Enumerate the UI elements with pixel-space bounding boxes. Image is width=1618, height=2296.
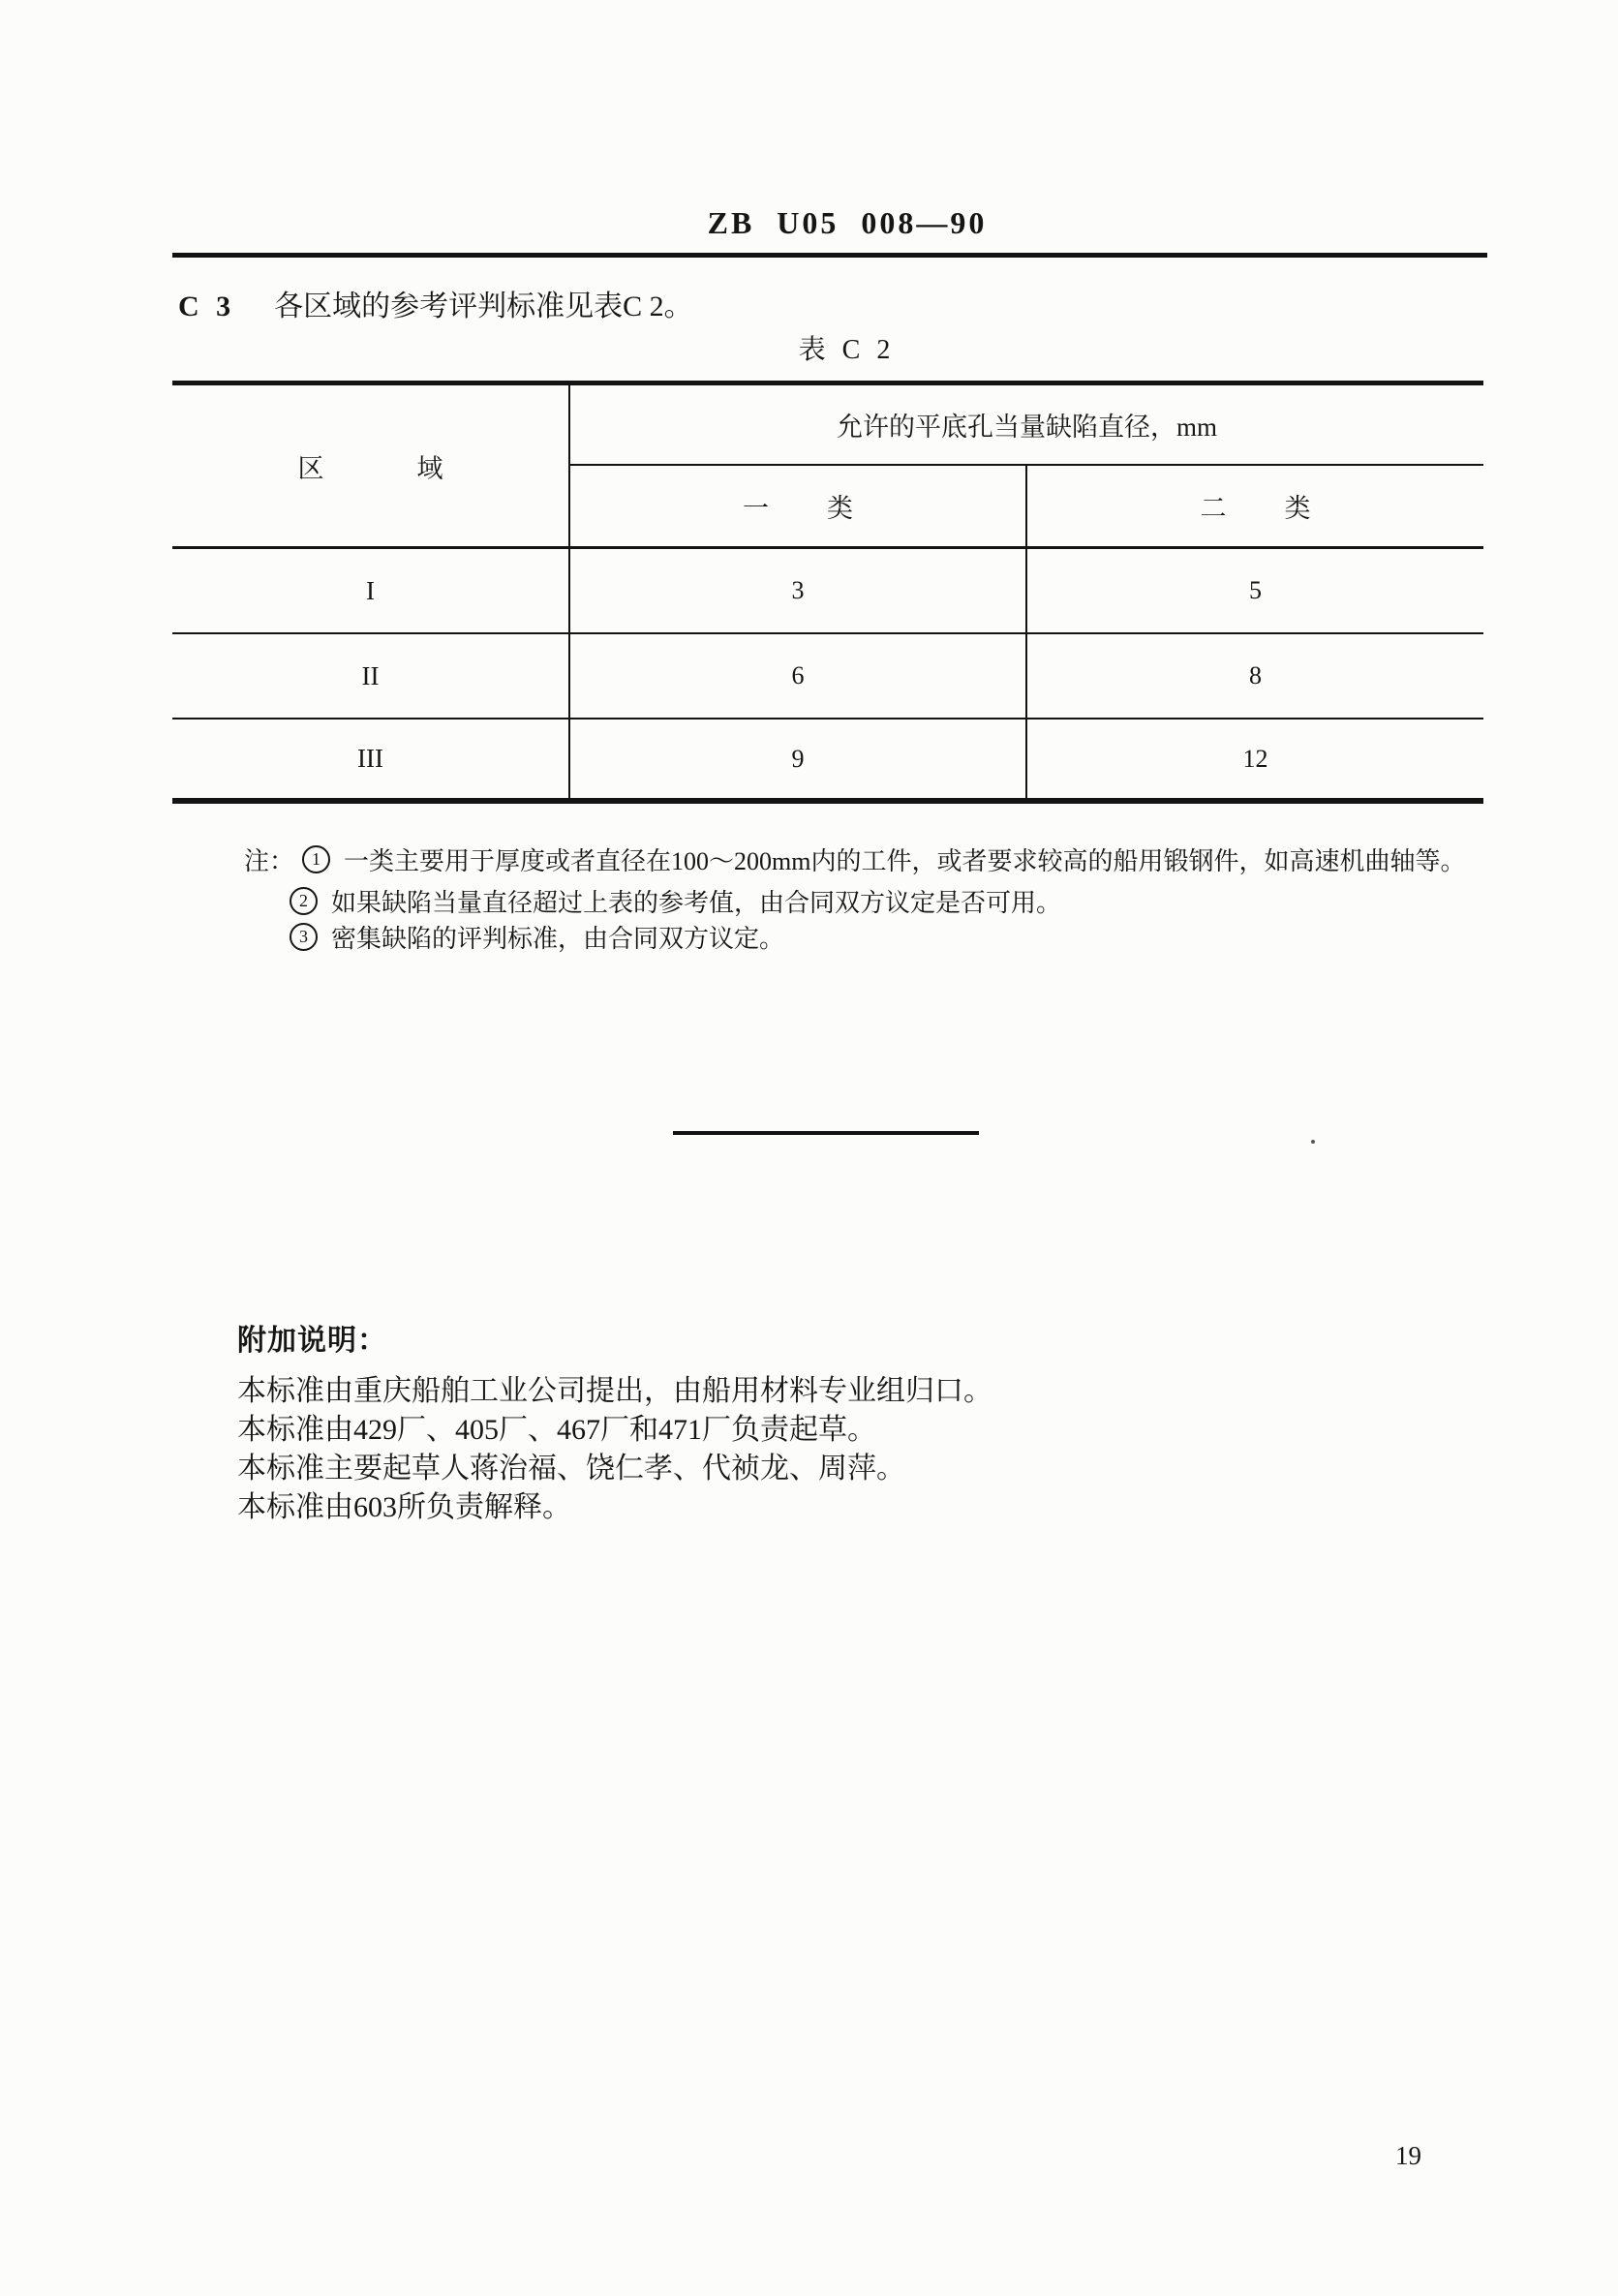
note-text: 如果缺陷当量直径超过上表的参考值，由合同双方议定是否可用。	[331, 889, 1062, 917]
table-cell-region: II	[361, 660, 380, 690]
table-cell-value: 6	[791, 661, 805, 689]
clause-label: C 3	[178, 291, 236, 322]
table-note-2	[290, 883, 1061, 919]
scan-speck	[1311, 1140, 1315, 1144]
note-text: 一类主要用于厚度或者直径在100～200mm内的工件，或者要求较高的船用锻钢件，如高速机曲轴等。	[344, 847, 1466, 875]
clause-text: 各区域的参考评判标准见表C 2。	[274, 291, 693, 322]
table-header-diameter: 允许的平底孔当量缺陷直径，mm	[836, 413, 1217, 442]
note-label: 注：	[244, 847, 295, 875]
header-rule	[172, 253, 1487, 258]
table-header-class1: 一类	[743, 494, 911, 523]
clause-c3	[178, 292, 693, 321]
appendix-line: 本标准由429厂、405厂、467厂和471厂负责起草。	[237, 1414, 876, 1446]
circled-number-2: 2	[290, 887, 318, 915]
appendix-line: 本标准由重庆船舶工业公司提出，由船用材料专业组归口。	[237, 1375, 992, 1407]
table-header-region: 区域	[297, 453, 536, 483]
table-cell-region: I	[366, 575, 375, 605]
appendix-heading: 附加说明：	[237, 1325, 387, 1357]
note-text: 密集缺陷的评判标准，由合同双方议定。	[331, 925, 785, 953]
page-number: 19	[1395, 2141, 1421, 2170]
table-cell-value: 3	[791, 576, 805, 604]
table-c2	[172, 381, 1483, 804]
table-note-1	[244, 842, 1465, 877]
table-title: 表 C 2	[798, 335, 891, 365]
table-bottom-border	[172, 798, 1483, 804]
table-header-class2: 二类	[1200, 494, 1369, 523]
standard-code: ZB U05 008—90	[707, 205, 988, 240]
appendix-line: 本标准主要起草人蒋治福、饶仁孝、代祯龙、周萍。	[237, 1453, 905, 1485]
table-cell-value: 12	[1242, 744, 1268, 773]
table-note-3	[290, 919, 784, 955]
table-cell-value: 9	[791, 744, 805, 773]
table-cell-region: III	[357, 744, 383, 773]
table-cell-value: 5	[1249, 576, 1262, 604]
appendix-line: 本标准由603所负责解释。	[237, 1491, 571, 1523]
section-divider	[673, 1131, 979, 1135]
table-cell-value: 8	[1249, 661, 1262, 689]
circled-number-3: 3	[290, 923, 318, 951]
circled-number-1: 1	[302, 845, 330, 873]
